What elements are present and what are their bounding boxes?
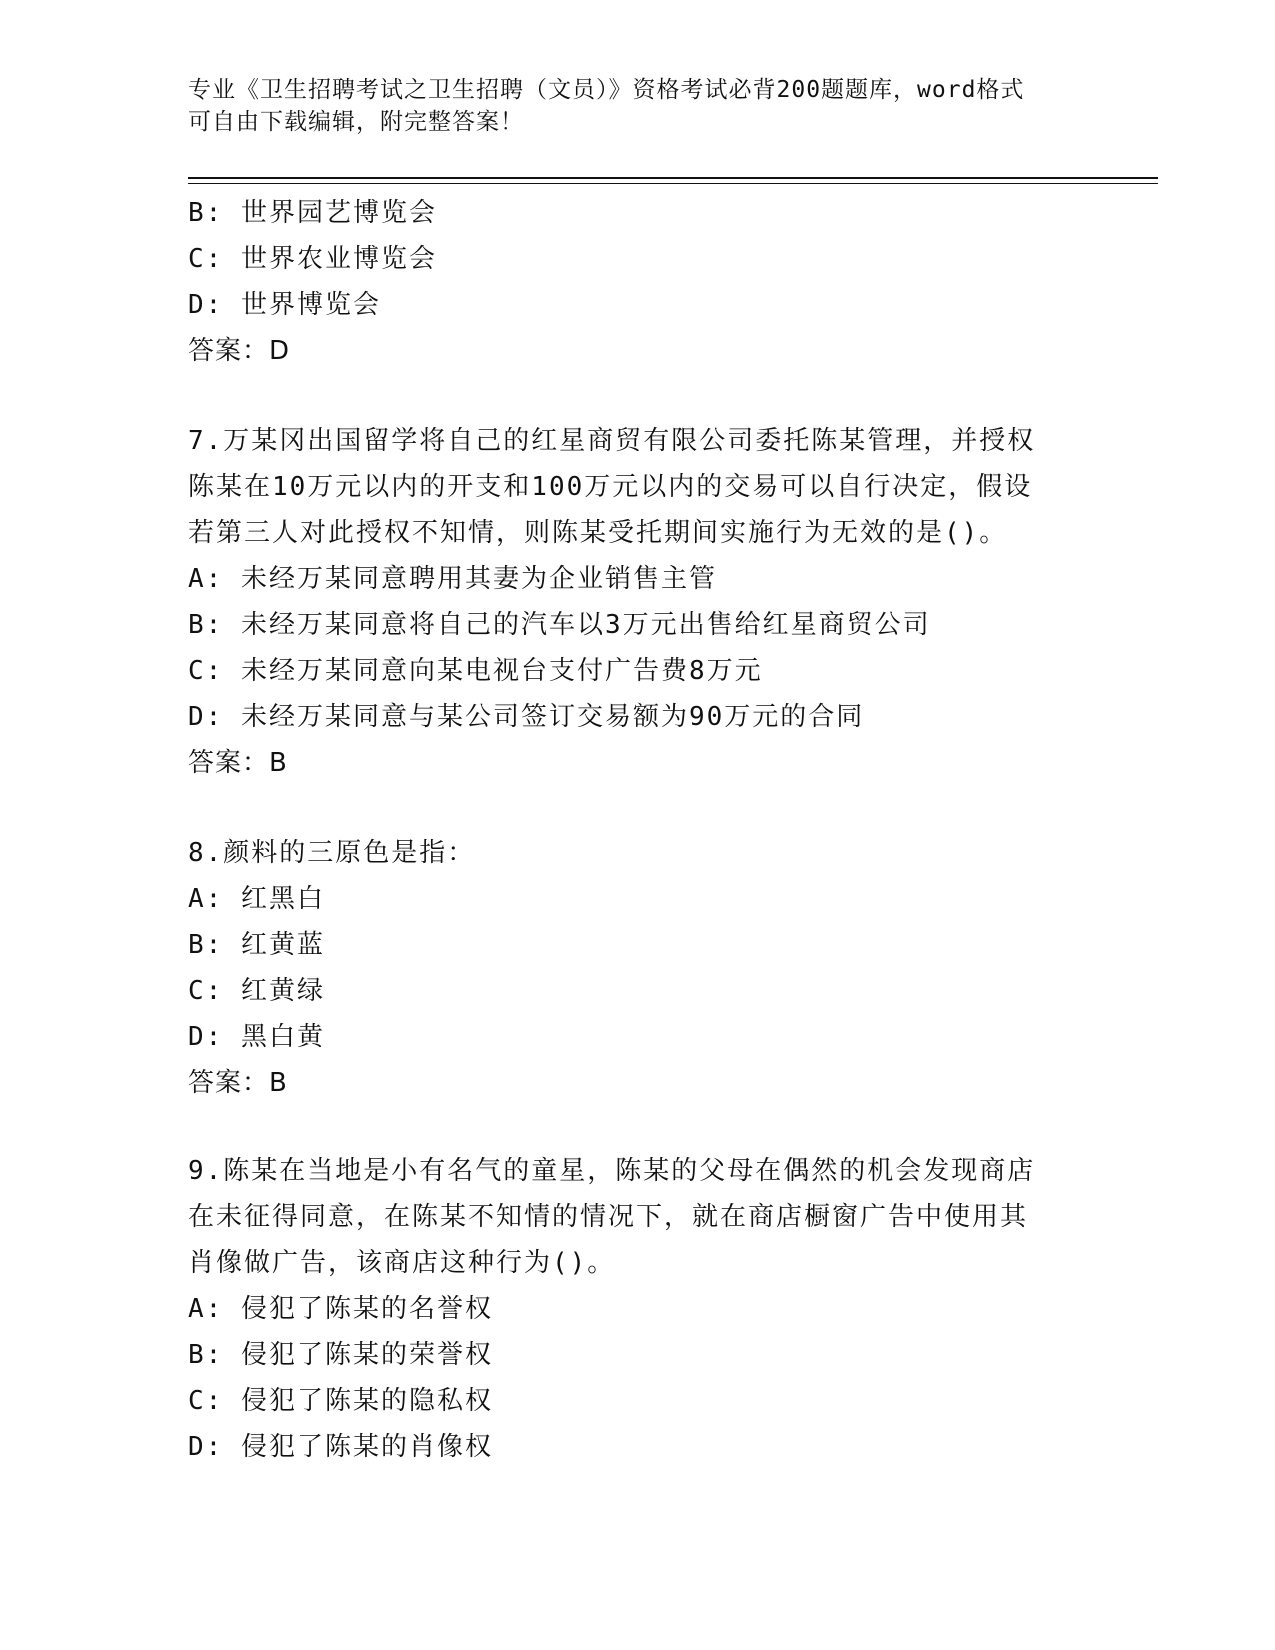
- question-stem-line: 肖像做广告，该商店这种行为()。: [188, 1248, 616, 1278]
- question-content: [188, 190, 1088, 1470]
- answer-label: 答案：B: [188, 748, 288, 778]
- option-c: C: 未经万某同意向某电视台支付广告费8万元: [188, 656, 763, 686]
- question-stem-line: 8.颜料的三原色是指：: [188, 838, 476, 868]
- option-d: D: 世界博览会: [188, 290, 381, 320]
- header-rule-thick: [188, 177, 1158, 179]
- answer-label: 答案：B: [188, 1068, 288, 1098]
- header-line-1: 专业《卫生招聘考试之卫生招聘（文员）》资格考试必背200题题库，word格式: [188, 77, 1025, 103]
- option-c: C: 红黄绿: [188, 976, 325, 1006]
- header-rule-thin: [188, 183, 1158, 184]
- option-b: B: 未经万某同意将自己的汽车以3万元出售给红星商贸公司: [188, 610, 931, 640]
- question-stem-line: 9.陈某在当地是小有名气的童星，陈某的父母在偶然的机会发现商店: [188, 1156, 1036, 1186]
- option-d: D: 侵犯了陈某的肖像权: [188, 1432, 493, 1462]
- option-a: A: 未经万某同意聘用其妻为企业销售主管: [188, 564, 717, 594]
- question-stem-line: 陈某在10万元以内的开支和100万元以内的交易可以自行决定，假设: [188, 472, 1033, 502]
- question-stem-line: 在未征得同意，在陈某不知情的情况下，就在商店橱窗广告中使用其: [188, 1202, 1029, 1232]
- header-line-2: 可自由下载编辑，附完整答案！: [188, 109, 524, 135]
- option-b: B: 世界园艺博览会: [188, 198, 437, 228]
- question-stem-line: 7.万某冈出国留学将自己的红星商贸有限公司委托陈某管理，并授权: [188, 426, 1036, 456]
- question-7: [188, 418, 1088, 786]
- option-b: B: 红黄蓝: [188, 930, 325, 960]
- option-a: A: 侵犯了陈某的名誉权: [188, 1294, 493, 1324]
- option-d: D: 黑白黄: [188, 1022, 325, 1052]
- answer-label: 答案：D: [188, 336, 291, 366]
- option-b: B: 侵犯了陈某的荣誉权: [188, 1340, 493, 1370]
- option-c: C: 侵犯了陈某的隐私权: [188, 1386, 493, 1416]
- previous-question-block: [188, 190, 1088, 374]
- question-stem-line: 若第三人对此授权不知情，则陈某受托期间实施行为无效的是()。: [188, 518, 1008, 548]
- option-c: C: 世界农业博览会: [188, 244, 437, 274]
- document-header: [188, 74, 1088, 138]
- question-8: [188, 830, 1088, 1106]
- option-a: A: 红黑白: [188, 884, 325, 914]
- option-d: D: 未经万某同意与某公司签订交易额为90万元的合同: [188, 702, 865, 732]
- question-9: [188, 1148, 1088, 1470]
